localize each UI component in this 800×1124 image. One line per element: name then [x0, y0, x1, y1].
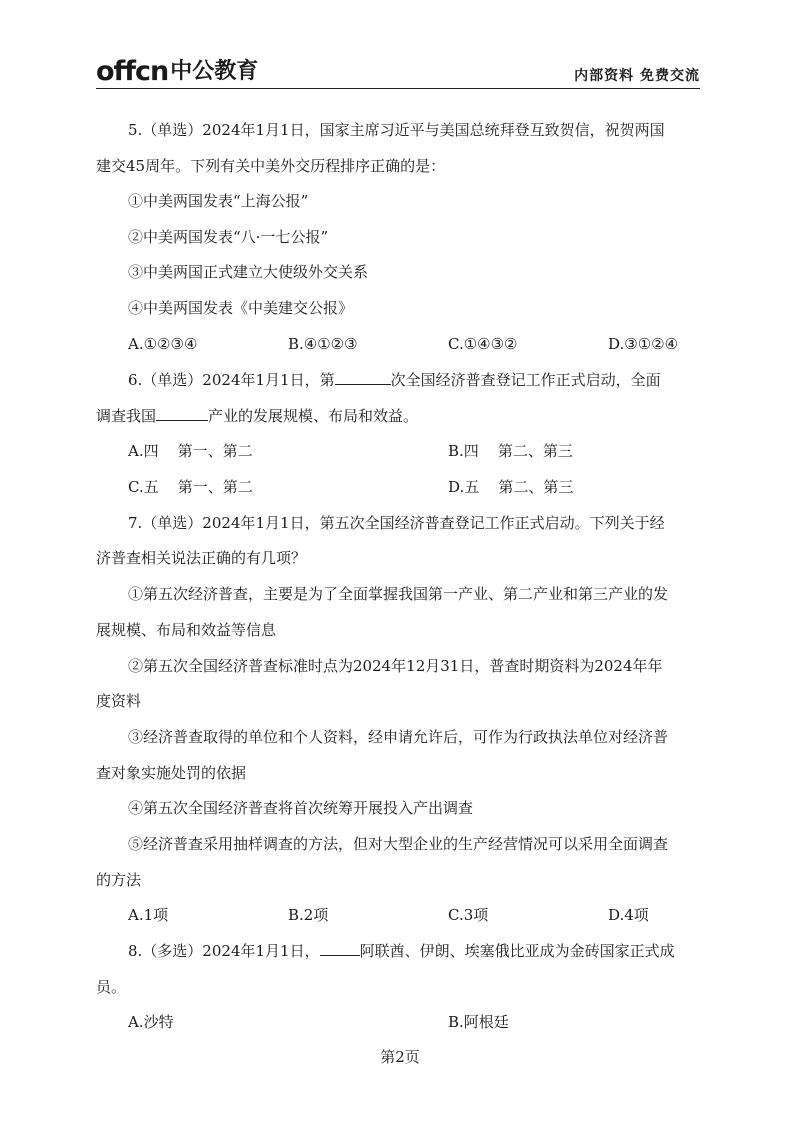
q6-option-a: A.四 第一、第二: [128, 442, 253, 460]
q5-option-c: C.①④③②: [448, 335, 518, 353]
q8-option-b: B.阿根廷: [448, 1013, 509, 1031]
q7-statement-5-line1: ⑤经济普查采用抽样调查的方法，但对大型企业的生产经营情况可以采用全面调查: [128, 835, 669, 853]
q8-stem-line2: 员。: [96, 978, 127, 996]
q5-option-d: D.③①②④: [608, 335, 679, 353]
q5-item-3: ③中美两国正式建立大使级外交关系: [128, 263, 369, 281]
answer-blank: [320, 941, 360, 956]
q6-option-d: D.五 第二、第三: [448, 478, 574, 496]
q8-stem-line1-start: 8.（多选）2024年1月1日，: [128, 942, 320, 960]
page-header: [96, 58, 700, 89]
q5-option-a: A.①②③④: [128, 335, 198, 353]
q6-option-b: B.四 第二、第三: [448, 442, 573, 460]
q7-stem-line1: 7.（单选）2024年1月1日，第五次全国经济普查登记工作正式启动。下列关于经: [128, 514, 665, 532]
q5-stem-line2: 建交45周年。下列有关中美外交历程排序正确的是：: [96, 157, 446, 175]
q5-stem-line1: 5.（单选）2024年1月1日，国家主席习近平与美国总统拜登互致贺信，祝贺两国: [128, 121, 665, 139]
offcn-logo: [96, 58, 258, 86]
logo-latin-text: offcn: [96, 56, 169, 87]
q5-item-4: ④中美两国发表《中美建交公报》: [128, 299, 354, 317]
q5-item-1: ①中美两国发表“上海公报”: [128, 192, 309, 210]
q8-stem-line1: [128, 941, 675, 961]
q6-stem-line2: [96, 406, 418, 426]
page-number: 第2页: [380, 1048, 420, 1066]
q7-statement-3-line1: ③经济普查取得的单位和个人资料，经申请允许后，可作为行政执法单位对经济普: [128, 728, 669, 746]
logo-chinese-text: 中公教育: [170, 59, 259, 84]
q7-statement-2-line1: ②第五次全国经济普查标准时点为2024年12月31日，普查时期资料为2024年年: [128, 657, 663, 675]
q7-stem-line2: 济普查相关说法正确的有几项？: [96, 549, 307, 567]
q8-option-a: A.沙特: [128, 1013, 174, 1031]
q6-stem-line2-start: 调查我国: [96, 407, 157, 425]
q6-stem-line1: [128, 370, 661, 390]
q7-option-a: A.1项: [128, 906, 169, 924]
q6-stem-line2-end: 产业的发展规模、布局和效益。: [208, 407, 419, 425]
header-note: 内部资料 免费交流: [574, 68, 700, 84]
q5-option-b: B.④①②③: [288, 335, 358, 353]
q6-stem-line1-start: 6.（单选）2024年1月1日，第: [128, 371, 335, 389]
q7-option-c: C.3项: [448, 906, 489, 924]
answer-blank: [156, 406, 208, 421]
q6-option-c: C.五 第一、第二: [128, 478, 253, 496]
q7-statement-3-line2: 查对象实施处罚的依据: [96, 764, 247, 782]
q7-statement-5-line2: 的方法: [96, 871, 142, 889]
q7-option-b: B.2项: [288, 906, 329, 924]
q8-stem-line1-end: 阿联酋、伊朗、埃塞俄比亚成为金砖国家正式成: [359, 942, 675, 960]
q7-statement-1-line2: 展规模、布局和效益等信息: [96, 621, 277, 639]
q7-statement-2-line2: 度资料: [96, 692, 142, 710]
q7-statement-1-line1: ①第五次经济普查，主要是为了全面掌握我国第一产业、第二产业和第三产业的发: [128, 585, 669, 603]
answer-blank: [335, 370, 391, 385]
q7-option-d: D.4项: [608, 906, 649, 924]
q7-statement-4-line1: ④第五次全国经济普查将首次统筹开展投入产出调查: [128, 799, 474, 817]
q5-item-2: ②中美两国发表“八·一七公报”: [128, 228, 329, 246]
q6-stem-line1-end: 次全国经济普查登记工作正式启动，全面: [390, 371, 661, 389]
